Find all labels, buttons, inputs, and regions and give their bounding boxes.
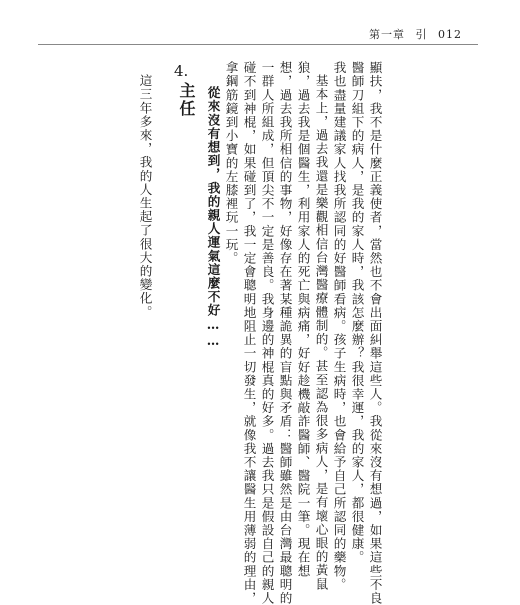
section-label: 引 — [415, 28, 428, 41]
body-column-4: 基本上，過去我還是樂觀相信台灣醫療體制的。甚至認為很多病人，是有壞心眼的黃鼠 — [313, 74, 329, 591]
page-number: 012 — [438, 28, 462, 41]
body-column-3: 我也盡量建議家人找我所認同的好醫師看病。孩子生病時，也會給予自己所認同的藥物。 — [331, 61, 347, 592]
body-column-1: 顯扶，我不是什麼正義使者，當然也不會出面糾舉這些人。我從來沒有想過，如果這些不良 — [367, 61, 383, 605]
section-title: 主任 — [177, 82, 196, 118]
header-rule — [38, 44, 478, 45]
body-column-6: 想，過去我所相信的事物，好像存在著某種詭異的盲點與矛盾：醫師雖然是由台灣最聰明的 — [277, 61, 293, 605]
page-header — [363, 26, 462, 42]
chapter-label: 第一章 — [369, 28, 405, 41]
body-column-8: 碰不到神棍，如果碰到了，我一定會聰明地阻止一切發生，就像我不讓醫生用薄弱的理由， — [241, 61, 257, 605]
section-body-text: 這三年多來，我的人生起了很大的變化。 — [137, 74, 153, 319]
body-column-2: 醫師刀組下的病人，是我的家人時，我該怎麼辦？我很幸運，我的家人，都很健康。 — [349, 61, 365, 565]
body-column-5: 狼，過去我是個醫生，利用家人的死亡與病痛，好好趁機敲詐醫師、醫院一筆。現在想 — [295, 61, 311, 578]
emphasis-line: 從來沒有想到，我的親人運氣這麼不好…… — [205, 86, 221, 350]
body-column-9: 拿鋼筋鏡到小寶的左膝裡玩一玩。 — [223, 61, 239, 265]
body-column-7: 一群人所組成，但頂尖不一定是善良。我身邊的神棍真的好多。過去我只是假設自己的親人 — [259, 61, 275, 605]
section-number: 4. — [174, 62, 189, 80]
